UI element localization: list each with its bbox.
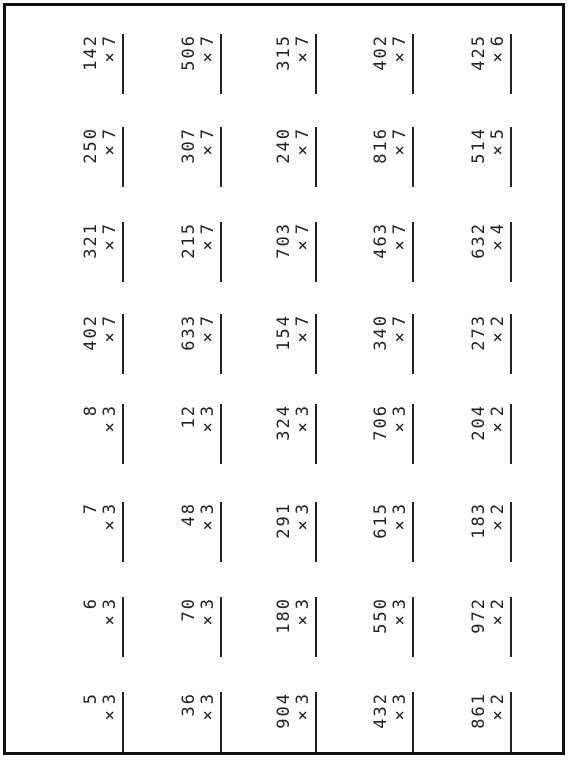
problem-rotated-block: [261, 222, 337, 282]
multiplication-problem: [269, 396, 329, 472]
multiplication-problem: [76, 589, 136, 665]
multiplier: 7: [198, 314, 218, 327]
multiplier-line: [294, 404, 317, 464]
multiplication-problem: [366, 494, 426, 570]
multiplication-problem: [76, 119, 136, 195]
problem-rotated-block: [166, 222, 242, 282]
problem-content: [372, 597, 414, 657]
multiplicand: 340: [371, 314, 391, 351]
times-sign: ×: [293, 518, 313, 531]
multiplier: 2: [488, 314, 508, 327]
multiplier-line: [294, 127, 317, 187]
times-sign: ×: [100, 518, 120, 531]
multiplier-line: [294, 692, 317, 752]
multiplier-line: [101, 404, 124, 464]
multiplier-line: [199, 314, 222, 374]
problem-rotated-block: [68, 127, 144, 187]
problem-rotated-block: [166, 314, 242, 374]
multiplicand: 204: [469, 404, 489, 441]
multiplicand: 70: [179, 597, 199, 622]
problem-content: [470, 597, 512, 657]
problem-rotated-block: [358, 502, 434, 562]
multiplier-line: [199, 404, 222, 464]
multiplicand: 291: [274, 502, 294, 539]
multiplication-problem: [269, 119, 329, 195]
multiplier: 7: [293, 127, 313, 140]
times-sign: ×: [100, 143, 120, 156]
multiplication-problem: [174, 589, 234, 665]
multiplier: 3: [390, 502, 410, 515]
times-sign: ×: [293, 708, 313, 721]
multiplier: 2: [488, 597, 508, 610]
problem-rotated-block: [261, 404, 337, 464]
multiplier: 7: [390, 222, 410, 235]
times-sign: ×: [488, 143, 508, 156]
problem-rotated-block: [261, 692, 337, 752]
multiplicand: 506: [179, 34, 199, 71]
multiplier-line: [199, 692, 222, 752]
multiplier-line: [101, 222, 124, 282]
multiplier-line: [294, 222, 317, 282]
multiplicand: 154: [274, 314, 294, 351]
multiplier-line: [294, 597, 317, 657]
multiplier: 7: [198, 127, 218, 140]
multiplication-problem: [464, 589, 524, 665]
multiplication-problem: [269, 26, 329, 102]
times-sign: ×: [293, 330, 313, 343]
multiplier: 3: [293, 404, 313, 417]
problem-content: [180, 222, 222, 282]
multiplicand: 321: [81, 222, 101, 259]
multiplier: 3: [198, 692, 218, 705]
problem-rotated-block: [166, 502, 242, 562]
problem-content: [82, 404, 124, 464]
multiplier: 2: [488, 502, 508, 515]
problem-rotated-block: [261, 502, 337, 562]
times-sign: ×: [488, 613, 508, 626]
multiplier-line: [391, 597, 414, 657]
problem-content: [82, 692, 124, 752]
problem-content: [275, 314, 317, 374]
multiplier: 3: [198, 597, 218, 610]
multiplier-line: [199, 597, 222, 657]
problem-rotated-block: [358, 222, 434, 282]
problem-content: [470, 404, 512, 464]
times-sign: ×: [293, 420, 313, 433]
multiplicand: 180: [274, 597, 294, 634]
problem-rotated-block: [166, 34, 242, 94]
multiplier: 3: [390, 692, 410, 705]
multiplication-problem: [174, 684, 234, 760]
multiplication-problem: [174, 119, 234, 195]
problem-content: [372, 404, 414, 464]
multiplier-line: [101, 597, 124, 657]
multiplicand: 550: [371, 597, 391, 634]
multiplication-problem: [366, 214, 426, 290]
multiplier: 7: [390, 34, 410, 47]
multiplier-line: [391, 222, 414, 282]
multiplication-problem: [464, 306, 524, 382]
multiplicand: 142: [81, 34, 101, 71]
multiplicand: 48: [179, 502, 199, 527]
multiplication-problem: [464, 684, 524, 760]
times-sign: ×: [390, 613, 410, 626]
multiplication-problem: [269, 214, 329, 290]
multiplier: 7: [100, 222, 120, 235]
problem-rotated-block: [261, 127, 337, 187]
multiplicand: 632: [469, 222, 489, 259]
multiplicand: 514: [469, 127, 489, 164]
multiplier-line: [489, 597, 512, 657]
problem-rotated-block: [456, 222, 532, 282]
multiplication-problem: [269, 589, 329, 665]
problem-content: [180, 692, 222, 752]
multiplicand: 240: [274, 127, 294, 164]
multiplier-line: [489, 34, 512, 94]
problem-grid: [6, 6, 562, 752]
problem-rotated-block: [166, 127, 242, 187]
multiplier: 3: [100, 692, 120, 705]
multiplication-problem: [366, 589, 426, 665]
multiplier: 3: [293, 502, 313, 515]
times-sign: ×: [488, 50, 508, 63]
multiplicand: 5: [81, 692, 101, 705]
times-sign: ×: [198, 708, 218, 721]
problem-content: [180, 127, 222, 187]
problem-content: [82, 314, 124, 374]
multiplication-problem: [76, 26, 136, 102]
problem-content: [470, 127, 512, 187]
multiplicand: 6: [81, 597, 101, 610]
multiplication-problem: [366, 119, 426, 195]
multiplication-problem: [464, 396, 524, 472]
multiplier-line: [101, 692, 124, 752]
multiplier: 3: [198, 502, 218, 515]
problem-content: [470, 314, 512, 374]
problem-rotated-block: [456, 34, 532, 94]
times-sign: ×: [390, 50, 410, 63]
problem-rotated-block: [261, 597, 337, 657]
times-sign: ×: [488, 330, 508, 343]
multiplication-problem: [76, 684, 136, 760]
times-sign: ×: [100, 420, 120, 433]
multiplier: 7: [293, 34, 313, 47]
multiplicand: 432: [371, 692, 391, 729]
problem-rotated-block: [68, 692, 144, 752]
problem-rotated-block: [68, 34, 144, 94]
multiplication-problem: [366, 306, 426, 382]
problem-content: [470, 692, 512, 752]
problem-content: [275, 597, 317, 657]
multiplication-problem: [464, 26, 524, 102]
times-sign: ×: [198, 330, 218, 343]
times-sign: ×: [198, 238, 218, 251]
problem-content: [275, 404, 317, 464]
multiplication-problem: [174, 26, 234, 102]
multiplier: 3: [100, 597, 120, 610]
multiplicand: 402: [371, 34, 391, 71]
multiplication-problem: [174, 494, 234, 570]
multiplier: 3: [198, 404, 218, 417]
multiplier-line: [101, 502, 124, 562]
multiplier: 7: [198, 34, 218, 47]
problem-content: [275, 34, 317, 94]
multiplier: 3: [100, 502, 120, 515]
multiplier-line: [489, 404, 512, 464]
problem-content: [372, 502, 414, 562]
problem-rotated-block: [358, 692, 434, 752]
multiplicand: 12: [179, 404, 199, 429]
multiplier: 7: [198, 222, 218, 235]
problem-rotated-block: [166, 404, 242, 464]
problem-rotated-block: [68, 404, 144, 464]
problem-rotated-block: [456, 502, 532, 562]
multiplier: 6: [488, 34, 508, 47]
multiplier-line: [199, 127, 222, 187]
times-sign: ×: [390, 143, 410, 156]
multiplier: 7: [293, 314, 313, 327]
multiplier: 7: [100, 34, 120, 47]
multiplication-problem: [174, 306, 234, 382]
multiplication-problem: [464, 494, 524, 570]
times-sign: ×: [100, 708, 120, 721]
times-sign: ×: [390, 518, 410, 531]
problem-content: [372, 692, 414, 752]
problem-rotated-block: [68, 222, 144, 282]
multiplicand: 425: [469, 34, 489, 71]
multiplication-problem: [76, 494, 136, 570]
multiplier: 2: [488, 404, 508, 417]
multiplier: 3: [390, 597, 410, 610]
multiplicand: 706: [371, 404, 391, 441]
problem-content: [82, 502, 124, 562]
times-sign: ×: [198, 143, 218, 156]
multiplier: 3: [390, 404, 410, 417]
multiplication-problem: [76, 214, 136, 290]
multiplier: 7: [100, 127, 120, 140]
multiplier: 3: [293, 597, 313, 610]
multiplicand: 402: [81, 314, 101, 351]
times-sign: ×: [198, 50, 218, 63]
multiplicand: 315: [274, 34, 294, 71]
times-sign: ×: [100, 50, 120, 63]
problem-rotated-block: [456, 692, 532, 752]
problem-content: [180, 34, 222, 94]
multiplier-line: [199, 34, 222, 94]
problem-content: [275, 502, 317, 562]
problem-rotated-block: [358, 34, 434, 94]
multiplier-line: [391, 314, 414, 374]
problem-content: [180, 597, 222, 657]
multiplicand: 633: [179, 314, 199, 351]
problem-content: [470, 34, 512, 94]
multiplication-problem: [269, 684, 329, 760]
multiplication-problem: [269, 306, 329, 382]
multiplier-line: [391, 34, 414, 94]
multiplicand: 463: [371, 222, 391, 259]
problem-rotated-block: [261, 314, 337, 374]
problem-content: [180, 404, 222, 464]
times-sign: ×: [488, 708, 508, 721]
multiplier-line: [391, 692, 414, 752]
multiplier-line: [199, 222, 222, 282]
multiplier-line: [101, 127, 124, 187]
multiplicand: 183: [469, 502, 489, 539]
multiplier-line: [489, 222, 512, 282]
times-sign: ×: [488, 420, 508, 433]
multiplicand: 250: [81, 127, 101, 164]
problem-rotated-block: [456, 314, 532, 374]
problem-content: [82, 222, 124, 282]
multiplier: 7: [293, 222, 313, 235]
multiplier-line: [489, 314, 512, 374]
times-sign: ×: [198, 518, 218, 531]
multiplier-line: [199, 502, 222, 562]
times-sign: ×: [390, 330, 410, 343]
multiplicand: 8: [81, 404, 101, 417]
problem-rotated-block: [358, 127, 434, 187]
multiplier-line: [489, 127, 512, 187]
problem-content: [180, 502, 222, 562]
problem-rotated-block: [166, 692, 242, 752]
times-sign: ×: [390, 420, 410, 433]
times-sign: ×: [488, 238, 508, 251]
multiplier: 3: [293, 692, 313, 705]
problem-content: [275, 222, 317, 282]
problem-rotated-block: [456, 404, 532, 464]
problem-rotated-block: [358, 404, 434, 464]
multiplicand: 615: [371, 502, 391, 539]
times-sign: ×: [293, 143, 313, 156]
multiplication-problem: [464, 214, 524, 290]
problem-content: [82, 34, 124, 94]
multiplier: 7: [390, 314, 410, 327]
multiplicand: 904: [274, 692, 294, 729]
times-sign: ×: [100, 238, 120, 251]
multiplier: 4: [488, 222, 508, 235]
multiplier: 7: [100, 314, 120, 327]
multiplication-problem: [174, 396, 234, 472]
problem-rotated-block: [68, 597, 144, 657]
multiplier-line: [294, 314, 317, 374]
times-sign: ×: [100, 330, 120, 343]
problem-rotated-block: [68, 314, 144, 374]
problem-rotated-block: [358, 314, 434, 374]
multiplier: 2: [488, 692, 508, 705]
problem-rotated-block: [261, 34, 337, 94]
multiplication-problem: [366, 396, 426, 472]
multiplier: 5: [488, 127, 508, 140]
multiplicand: 273: [469, 314, 489, 351]
problem-rotated-block: [456, 597, 532, 657]
problem-content: [82, 597, 124, 657]
problem-rotated-block: [166, 597, 242, 657]
problem-content: [275, 127, 317, 187]
multiplication-problem: [76, 396, 136, 472]
times-sign: ×: [198, 613, 218, 626]
multiplicand: 215: [179, 222, 199, 259]
multiplier-line: [391, 502, 414, 562]
multiplier-line: [489, 502, 512, 562]
times-sign: ×: [390, 238, 410, 251]
problem-content: [372, 314, 414, 374]
problem-content: [372, 127, 414, 187]
multiplicand: 307: [179, 127, 199, 164]
problem-rotated-block: [456, 127, 532, 187]
problem-content: [180, 314, 222, 374]
multiplicand: 7: [81, 502, 101, 515]
problem-content: [372, 34, 414, 94]
multiplier: 3: [100, 404, 120, 417]
times-sign: ×: [488, 518, 508, 531]
problem-content: [470, 222, 512, 282]
times-sign: ×: [198, 420, 218, 433]
multiplication-problem: [76, 306, 136, 382]
multiplicand: 972: [469, 597, 489, 634]
multiplier-line: [294, 502, 317, 562]
multiplier-line: [101, 314, 124, 374]
multiplication-problem: [464, 119, 524, 195]
multiplicand: 703: [274, 222, 294, 259]
problem-content: [470, 502, 512, 562]
problem-content: [82, 127, 124, 187]
problem-rotated-block: [358, 597, 434, 657]
problem-content: [275, 692, 317, 752]
times-sign: ×: [390, 708, 410, 721]
worksheet-page: [3, 3, 565, 755]
multiplication-problem: [174, 214, 234, 290]
multiplicand: 36: [179, 692, 199, 717]
multiplicand: 861: [469, 692, 489, 729]
multiplication-problem: [366, 684, 426, 760]
times-sign: ×: [293, 50, 313, 63]
multiplier-line: [489, 692, 512, 752]
multiplication-problem: [269, 494, 329, 570]
times-sign: ×: [293, 613, 313, 626]
times-sign: ×: [293, 238, 313, 251]
problem-content: [372, 222, 414, 282]
multiplicand: 324: [274, 404, 294, 441]
multiplier: 7: [390, 127, 410, 140]
multiplier-line: [294, 34, 317, 94]
multiplier-line: [391, 127, 414, 187]
multiplication-problem: [366, 26, 426, 102]
multiplicand: 816: [371, 127, 391, 164]
times-sign: ×: [100, 613, 120, 626]
multiplier-line: [101, 34, 124, 94]
multiplier-line: [391, 404, 414, 464]
problem-rotated-block: [68, 502, 144, 562]
